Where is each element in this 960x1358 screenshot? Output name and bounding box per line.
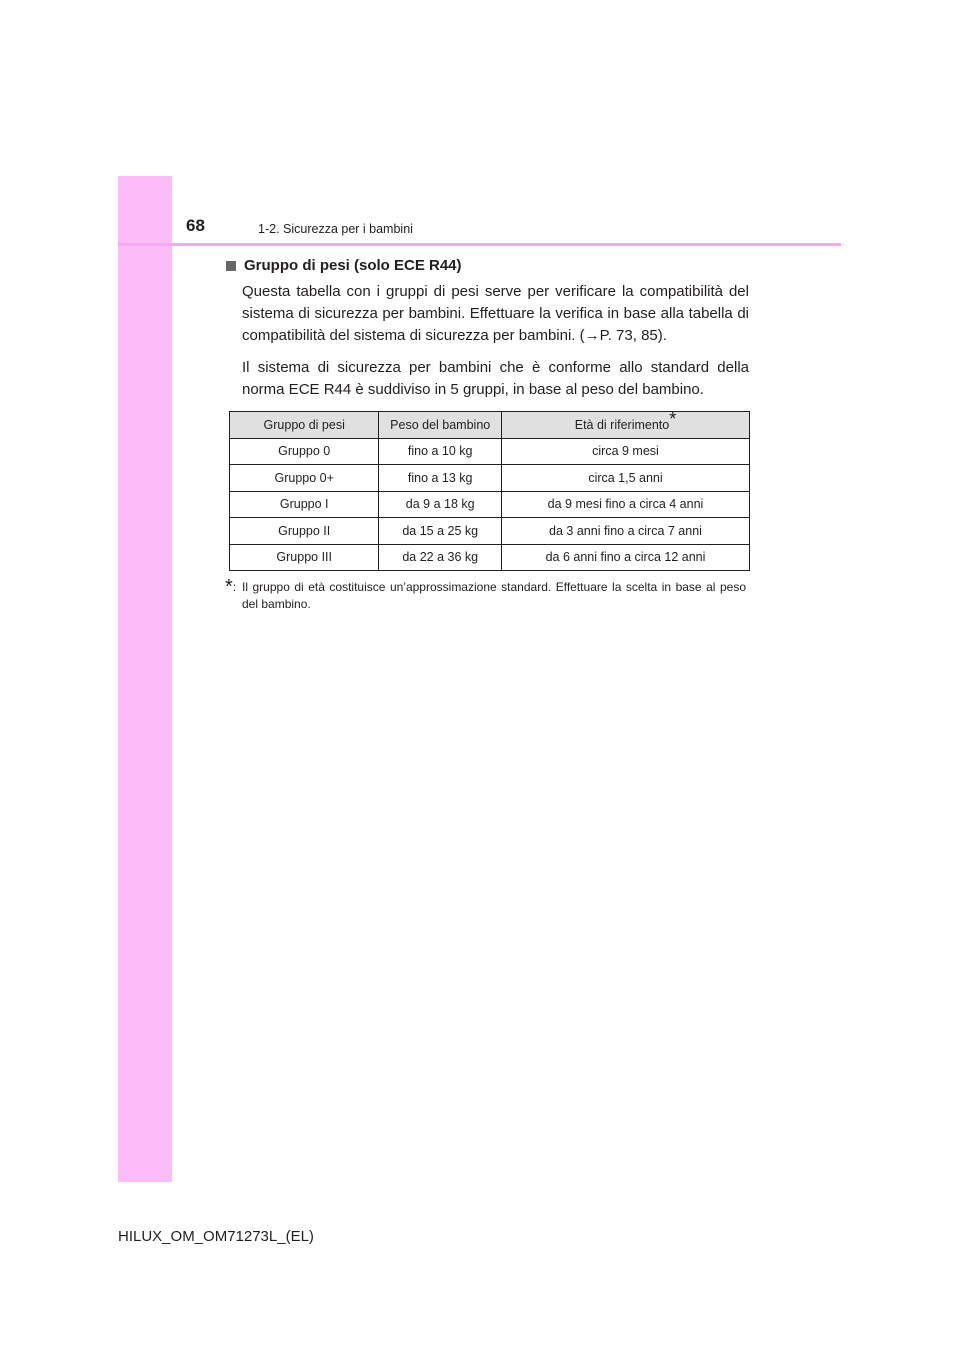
paragraph-1: Questa tabella con i gruppi di pesi serve per verificare la compatibilità del sistema di sicurezza per bambini. Effettuare la verifica in base alla tabella di compatibilità del sistema di sicurezza per bambini. (→P. 73, 85). [242, 283, 749, 344]
table-row [230, 518, 750, 545]
header-rule [118, 243, 841, 246]
section-title: 1-2. Sicurezza per i bambini [258, 222, 413, 236]
main-content [225, 256, 749, 613]
table-cell: Gruppo II [230, 518, 379, 545]
table-cell: da 9 a 18 kg [379, 491, 502, 518]
table-row [230, 491, 750, 518]
table-header-cell: Peso del bambino [379, 412, 502, 439]
table-cell: fino a 13 kg [379, 465, 502, 492]
document-code: HILUX_OM_OM71273L_(EL) [118, 1228, 314, 1245]
footnote-marker [225, 576, 242, 613]
asterisk-mark: * [669, 408, 677, 429]
page-number: 68 [186, 216, 205, 235]
table-cell: da 3 anni fino a circa 7 anni [501, 518, 749, 545]
paragraph-2: Il sistema di sicurezza per bambini che è conforme allo standard della norma ECE R44 è suddiviso in 5 gruppi, in base al peso del bambino. [242, 359, 749, 398]
table-cell: da 6 anni fino a circa 12 anni [501, 544, 749, 571]
table-row [230, 438, 750, 465]
table-cell: circa 1,5 anni [501, 465, 749, 492]
table-cell: Gruppo I [230, 491, 379, 518]
footnote-separator: : [232, 580, 237, 594]
table-cell: Gruppo 0 [230, 438, 379, 465]
footnote [225, 576, 746, 613]
footnote-text: Il gruppo di età costituisce un’approssimazione standard. Effettuare la scelta in base al peso del bambino. [242, 580, 746, 611]
weight-group-table [229, 408, 750, 571]
table-cell: Gruppo III [230, 544, 379, 571]
table-cell: da 22 a 36 kg [379, 544, 502, 571]
section-heading-text: Gruppo di pesi (solo ECE R44) [244, 257, 462, 274]
table-cell: fino a 10 kg [379, 438, 502, 465]
table-cell: da 15 a 25 kg [379, 518, 502, 545]
table-cell: Gruppo 0+ [230, 465, 379, 492]
table-header-cell: Gruppo di pesi [230, 412, 379, 439]
table-cell: circa 9 mesi [501, 438, 749, 465]
table-row [230, 465, 750, 492]
table-cell: da 9 mesi fino a circa 4 anni [501, 491, 749, 518]
table-header-cell: Età di riferimento* [501, 412, 749, 439]
table-row [230, 544, 750, 571]
section-heading [225, 256, 749, 276]
square-bullet-icon [226, 261, 236, 271]
asterisk-mark: * [225, 576, 233, 598]
side-color-band [118, 176, 172, 1182]
table-header-row [230, 412, 750, 439]
